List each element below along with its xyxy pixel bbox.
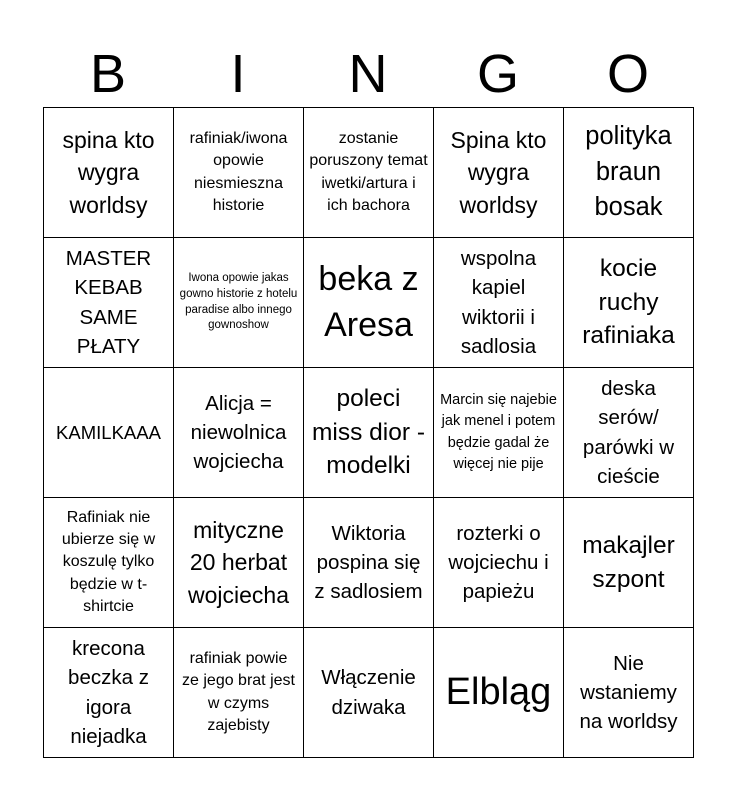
bingo-cell[interactable]: krecona beczka z igora niejadka bbox=[44, 628, 174, 758]
bingo-cell[interactable]: deska serów/ parówki w cieście bbox=[564, 368, 694, 498]
bingo-cell[interactable]: beka z Aresa bbox=[304, 238, 434, 368]
bingo-cell[interactable]: spina kto wygra worldsy bbox=[44, 108, 174, 238]
bingo-cell[interactable]: makajler szpont bbox=[564, 498, 694, 628]
bingo-cell[interactable]: Wiktoria pospina się z sadlosiem bbox=[304, 498, 434, 628]
header-letter-n: N bbox=[348, 44, 388, 104]
bingo-cell[interactable]: rafiniak powie ze jego brat jest w czyms zajebisty bbox=[174, 628, 304, 758]
bingo-cell[interactable]: Spina kto wygra worldsy bbox=[434, 108, 564, 238]
bingo-cell[interactable]: KAMILKAAA bbox=[44, 368, 174, 498]
bingo-cell[interactable]: rafiniak/iwona opowie niesmieszna historie bbox=[174, 108, 304, 238]
bingo-cell[interactable]: zostanie poruszony temat iwetki/artura i ich bachora bbox=[304, 108, 434, 238]
bingo-cell[interactable]: Rafiniak nie ubierze się w koszulę tylko będzie w t-shirtcie bbox=[44, 498, 174, 628]
grid-row bbox=[44, 108, 694, 238]
bingo-cell[interactable]: Elbląg bbox=[434, 628, 564, 758]
bingo-cell[interactable]: Włączenie dziwaka bbox=[304, 628, 434, 758]
grid-row bbox=[44, 368, 694, 498]
bingo-cell[interactable]: wspolna kapiel wiktorii i sadlosia bbox=[434, 238, 564, 368]
header-letter-g: G bbox=[476, 44, 519, 104]
grid-row bbox=[44, 628, 694, 758]
bingo-grid bbox=[43, 107, 694, 758]
grid-row bbox=[44, 498, 694, 628]
grid-row bbox=[44, 238, 694, 368]
bingo-header bbox=[43, 40, 693, 108]
header-letter-i: I bbox=[230, 44, 246, 104]
bingo-cell[interactable]: Iwona opowie jakas gowno historie z hotelu paradise albo innego gownoshow bbox=[174, 238, 304, 368]
bingo-cell[interactable]: Nie wstaniemy na worldsy bbox=[564, 628, 694, 758]
bingo-cell[interactable]: MASTER KEBAB SAME PŁATY bbox=[44, 238, 174, 368]
header-letter-o: O bbox=[606, 44, 649, 104]
header-letter-b: B bbox=[89, 44, 127, 104]
bingo-cell[interactable]: kocie ruchy rafiniaka bbox=[564, 238, 694, 368]
bingo-cell[interactable]: rozterki o wojciechu i papieżu bbox=[434, 498, 564, 628]
bingo-cell[interactable]: poleci miss dior - modelki bbox=[304, 368, 434, 498]
bingo-cell[interactable]: polityka braun bosak bbox=[564, 108, 694, 238]
bingo-cell[interactable]: Marcin się najebie jak menel i potem będzie gadal że więcej nie pije bbox=[434, 368, 564, 498]
bingo-cell[interactable]: mityczne 20 herbat wojciecha bbox=[174, 498, 304, 628]
bingo-cell[interactable]: Alicja = niewolnica wojciecha bbox=[174, 368, 304, 498]
